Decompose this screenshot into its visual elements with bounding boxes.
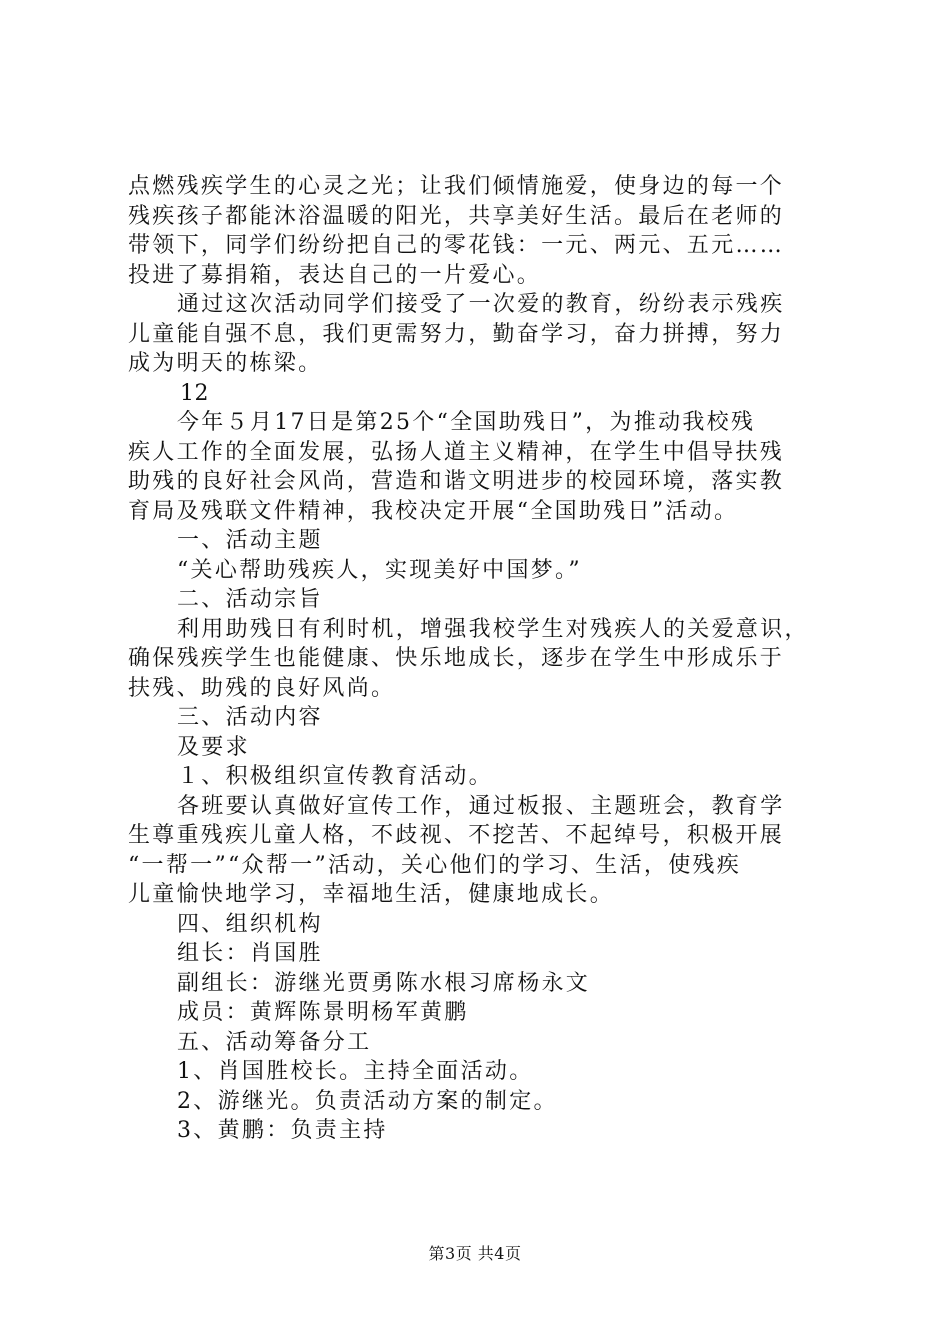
text-line: 3、黄鹏：负责主持: [177, 1118, 388, 1143]
text-line: 确保残疾学生也能健康、快乐地成长，逐步在学生中形成乐于: [128, 646, 785, 671]
heading-organization: 四、组织机构: [177, 911, 323, 937]
heading-division-of-labor: 五、活动筹备分工: [177, 1029, 372, 1055]
heading-activity-theme: 一、活动主题: [177, 528, 323, 553]
text-line: 扶残、助残的良好风尚。: [128, 675, 396, 701]
text-line: 副组长：游继光贾勇陈水根习席杨永文: [177, 970, 591, 996]
text-line: 残疾孩子都能沐浴温暖的阳光，共享美好生活。最后在老师的: [128, 203, 785, 229]
text-line: 带领下，同学们纷纷把自己的零花钱：一元、两元、五元……: [128, 233, 785, 258]
text-line: 通过这次活动同学们接受了一次爱的教育，纷纷表示残疾: [177, 292, 785, 317]
text-line: １、积极组织宣传教育活动。: [177, 764, 493, 789]
page-number-footer: 第3页 共4页: [428, 1244, 522, 1263]
text-line: 2、游继光。负责活动方案的制定。: [177, 1088, 558, 1114]
text-line: 成员：黄辉陈景明杨军黄鹏: [177, 1000, 469, 1025]
text-line: 1、肖国胜校长。主持全面活动。: [177, 1059, 534, 1084]
text-line: 成为明天的栋梁。: [128, 351, 323, 376]
text-line: 儿童能自强不息，我们更需努力，勤奋学习，奋力拼搏，努力: [128, 321, 785, 347]
text-line: 育局及残联文件精神，我校决定开展“全国助残日”活动。: [128, 498, 739, 524]
heading-activity-purpose: 二、活动宗旨: [177, 587, 323, 612]
section-number: 12: [180, 380, 209, 406]
text-line: 及要求: [177, 734, 250, 760]
text-line: 组长：肖国胜: [177, 941, 323, 966]
text-line: 生尊重残疾儿童人格，不歧视、不挖苦、不起绰号，积极开展: [128, 823, 785, 848]
text-line: 各班要认真做好宣传工作，通过板报、主题班会，教育学: [177, 793, 785, 819]
heading-activity-content: 三、活动内容: [177, 705, 323, 730]
text-line: 点燃残疾学生的心灵之光；让我们倾情施爱，使身边的每一个: [128, 174, 785, 199]
text-line: 疾人工作的全面发展，弘扬人道主义精神，在学生中倡导扶残: [128, 439, 785, 465]
text-line: 助残的良好社会风尚，营造和谐文明进步的校园环境，落实教: [128, 469, 785, 494]
text-line: 投进了募捐箱，表达自己的一片爱心。: [128, 262, 542, 288]
text-line: 儿童愉快地学习，幸福地生活，健康地成长。: [128, 882, 615, 907]
text-line: “一帮一”“众帮一”活动，关心他们的学习、生活，使残疾: [128, 852, 742, 878]
text-line: 利用助残日有利时机，增强我校学生对残疾人的关爱意识，: [177, 616, 809, 642]
text-line: 今年５月17日是第25个“全国助残日”，为推动我校残: [177, 410, 756, 435]
text-line: “关心帮助残疾人，实现美好中国梦。”: [177, 557, 582, 583]
document-body: [128, 172, 843, 1146]
